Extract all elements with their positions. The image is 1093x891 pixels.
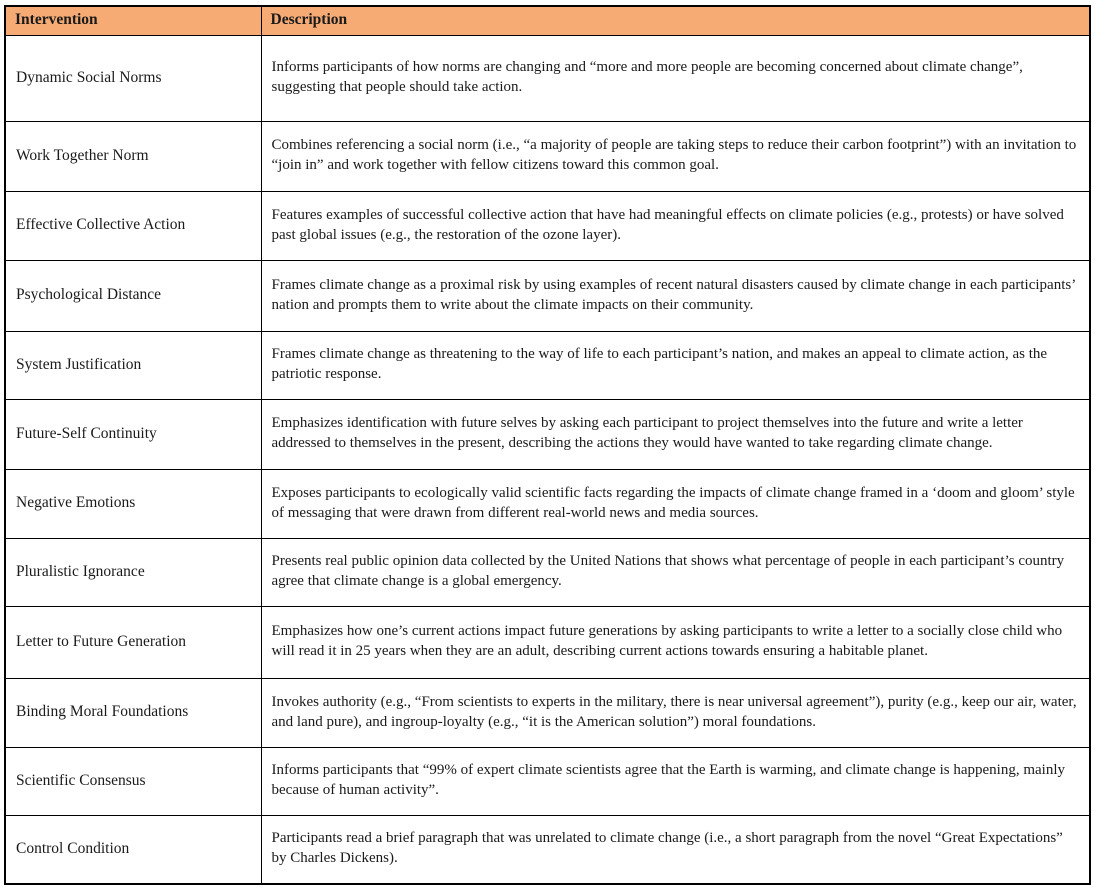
description-cell: Invokes authority (e.g., “From scientists to experts in the military, there is near universal agreement”), purity (e.g., keep our air, water, and land pure), and ingroup-loyalty (e.g., “it is the American solution”) moral foundations. [261, 678, 1090, 747]
description-cell: Exposes participants to ecologically valid scientific facts regarding the impacts of climate change framed in a ‘doom and gloom’ style of messaging that were drawn from different real-world news and media sources. [261, 469, 1090, 538]
description-cell: Frames climate change as a proximal risk by using examples of recent natural disasters caused by climate change in each participants’ nation and prompts them to write about the climate impacts on their community. [261, 260, 1090, 331]
intervention-cell: Effective Collective Action [5, 191, 261, 260]
intervention-cell: Letter to Future Generation [5, 606, 261, 678]
intervention-cell: Psychological Distance [5, 260, 261, 331]
table-row [5, 747, 1090, 815]
description-cell: Features examples of successful collective action that have had meaningful effects on climate policies (e.g., protests) or have solved past global issues (e.g., the restoration of the ozone layer). [261, 191, 1090, 260]
interventions-table [4, 5, 1091, 885]
table-row [5, 399, 1090, 469]
table-row [5, 35, 1090, 121]
table-row [5, 606, 1090, 678]
intervention-cell: Future-Self Continuity [5, 399, 261, 469]
description-cell: Presents real public opinion data collected by the United Nations that shows what percentage of people in each participant’s country agree that climate change is a global emergency. [261, 538, 1090, 606]
intervention-cell: Scientific Consensus [5, 747, 261, 815]
description-cell: Informs participants of how norms are changing and “more and more people are becoming concerned about climate change”, suggesting that people should take action. [261, 35, 1090, 121]
column-header-intervention: Intervention [5, 6, 261, 35]
column-header-description: Description [261, 6, 1090, 35]
table-row [5, 469, 1090, 538]
intervention-cell: Negative Emotions [5, 469, 261, 538]
table-row [5, 121, 1090, 191]
table-row [5, 538, 1090, 606]
description-cell: Frames climate change as threatening to the way of life to each participant’s nation, and makes an appeal to climate action, as the patriotic response. [261, 331, 1090, 399]
intervention-cell: Work Together Norm [5, 121, 261, 191]
table-body [5, 35, 1090, 884]
header-row [5, 6, 1090, 35]
description-cell: Informs participants that “99% of expert climate scientists agree that the Earth is warming, and climate change is happening, mainly because of human activity”. [261, 747, 1090, 815]
description-cell: Emphasizes how one’s current actions impact future generations by asking participants to write a letter to a socially close child who will read it in 25 years when they are an adult, describing current actions towards ensuring a habitable planet. [261, 606, 1090, 678]
intervention-cell: Pluralistic Ignorance [5, 538, 261, 606]
table-row [5, 678, 1090, 747]
table-row [5, 331, 1090, 399]
table-row [5, 191, 1090, 260]
table-row [5, 815, 1090, 884]
description-cell: Participants read a brief paragraph that was unrelated to climate change (i.e., a short paragraph from the novel “Great Expectations” by Charles Dickens). [261, 815, 1090, 884]
description-cell: Emphasizes identification with future selves by asking each participant to project themselves into the future and write a letter addressed to themselves in the present, describing the actions they would have wanted to take regarding climate change. [261, 399, 1090, 469]
intervention-cell: Dynamic Social Norms [5, 35, 261, 121]
intervention-cell: Binding Moral Foundations [5, 678, 261, 747]
table-row [5, 260, 1090, 331]
intervention-cell: Control Condition [5, 815, 261, 884]
intervention-cell: System Justification [5, 331, 261, 399]
description-cell: Combines referencing a social norm (i.e., “a majority of people are taking steps to reduce their carbon footprint”) with an invitation to “join in” and work together with fellow citizens toward this common goal. [261, 121, 1090, 191]
